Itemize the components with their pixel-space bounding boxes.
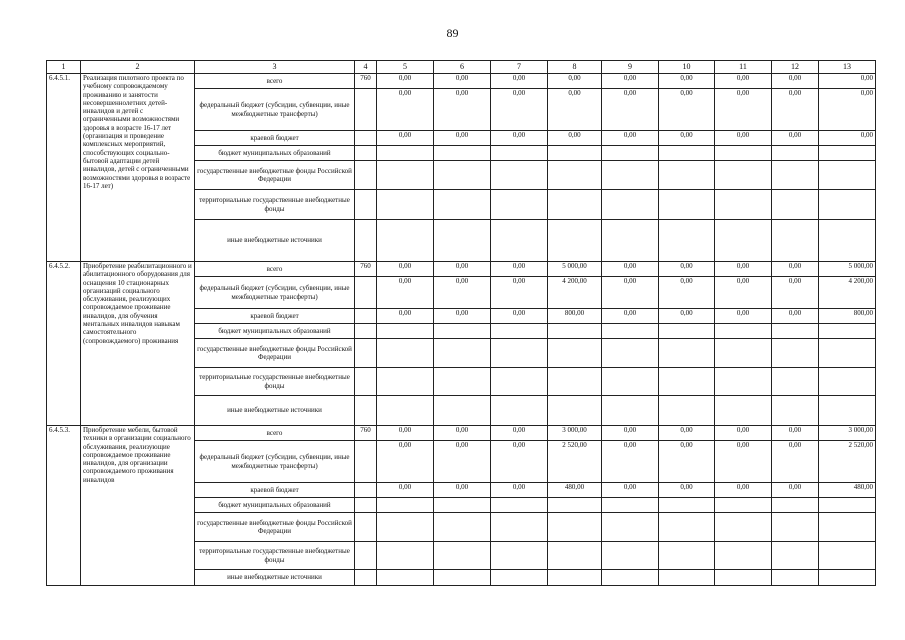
value-cell [819,190,876,220]
value-cell: 0,00 [434,483,491,498]
value-cell [434,190,491,220]
value-cell [548,220,602,262]
value-cell [548,396,602,426]
value-cell: 0,00 [491,441,548,483]
value-cell [491,324,548,339]
funding-source: всего [195,262,355,277]
value-cell: 480,00 [819,483,876,498]
value-cell: 0,00 [434,441,491,483]
value-cell [377,498,434,513]
value-cell [377,339,434,368]
value-cell: 0,00 [715,74,772,89]
value-cell: 0,00 [659,483,715,498]
value-cell: 800,00 [819,309,876,324]
value-cell: 0,00 [659,89,715,131]
value-cell [602,368,659,396]
value-cell: 0,00 [602,441,659,483]
value-cell [491,396,548,426]
header-cell: 10 [659,61,715,74]
value-cell: 0,00 [434,131,491,146]
value-cell: 0,00 [491,262,548,277]
value-cell: 0,00 [715,262,772,277]
funding-source: краевой бюджет [195,131,355,146]
value-cell [715,190,772,220]
col4-code [355,277,377,309]
col4-code [355,146,377,161]
header-cell: 2 [81,61,195,74]
value-cell: 0,00 [715,277,772,309]
value-cell: 0,00 [715,131,772,146]
item-code: 6.4.5.3. [47,426,81,586]
value-cell [772,513,819,542]
value-cell: 0,00 [434,74,491,89]
value-cell [715,498,772,513]
col4-code [355,483,377,498]
value-cell [491,570,548,586]
value-cell: 0,00 [377,89,434,131]
value-cell [772,396,819,426]
header-cell: 9 [602,61,659,74]
value-cell: 0,00 [434,277,491,309]
value-cell [491,542,548,570]
funding-source: бюджет муниципальных образований [195,498,355,513]
value-cell: 0,00 [715,309,772,324]
item-name: Приобретение мебели, бытовой техники в организации социального обслуживания, реализующие сопровождаемое проживание инвалидов, для организации сопровождаемого проживания инвалидов [81,426,195,586]
value-cell [602,513,659,542]
value-cell: 0,00 [377,309,434,324]
value-cell [377,542,434,570]
value-cell: 0,00 [772,131,819,146]
value-cell [377,324,434,339]
table-row [47,262,876,277]
value-cell: 0,00 [602,309,659,324]
funding-source: федеральный бюджет (субсидии, субвенции, иные межбюджетные трансферты) [195,441,355,483]
value-cell: 0,00 [602,89,659,131]
col4-code [355,309,377,324]
header-cell: 12 [772,61,819,74]
table-row [47,426,876,441]
funding-source: территориальные государственные внебюджетные фонды [195,542,355,570]
value-cell [434,542,491,570]
value-cell [659,542,715,570]
col4-code [355,324,377,339]
value-cell: 0,00 [548,131,602,146]
header-cell: 11 [715,61,772,74]
value-cell: 0,00 [772,483,819,498]
value-cell: 0,00 [715,426,772,441]
value-cell [819,368,876,396]
funding-source: федеральный бюджет (субсидии, субвенции, иные межбюджетные трансферты) [195,277,355,309]
value-cell [602,339,659,368]
value-cell [659,368,715,396]
funding-source: иные внебюджетные источники [195,220,355,262]
header-cell: 5 [377,61,434,74]
col4-code [355,220,377,262]
value-cell: 0,00 [377,426,434,441]
header-cell: 8 [548,61,602,74]
value-cell: 0,00 [434,262,491,277]
value-cell: 0,00 [434,89,491,131]
value-cell: 0,00 [548,74,602,89]
value-cell [548,513,602,542]
value-cell [548,542,602,570]
value-cell [491,190,548,220]
value-cell [659,146,715,161]
funding-source: всего [195,426,355,441]
value-cell [602,498,659,513]
value-cell [659,498,715,513]
value-cell [548,161,602,190]
col4-code [355,396,377,426]
value-cell [715,570,772,586]
funding-source: бюджет муниципальных образований [195,324,355,339]
value-cell [602,190,659,220]
value-cell [434,498,491,513]
col4-code [355,190,377,220]
value-cell [772,570,819,586]
value-cell [659,396,715,426]
col4-code [355,513,377,542]
value-cell: 5 000,00 [548,262,602,277]
value-cell [715,396,772,426]
value-cell [659,513,715,542]
value-cell [491,146,548,161]
value-cell [819,220,876,262]
value-cell [491,339,548,368]
col4-code [355,570,377,586]
value-cell: 0,00 [772,74,819,89]
value-cell: 0,00 [491,89,548,131]
value-cell [715,513,772,542]
value-cell [772,190,819,220]
funding-source: иные внебюджетные источники [195,396,355,426]
value-cell [491,161,548,190]
value-cell [434,146,491,161]
value-cell [602,542,659,570]
value-cell: 0,00 [819,131,876,146]
value-cell: 0,00 [659,441,715,483]
col4-code [355,368,377,396]
value-cell: 0,00 [377,483,434,498]
value-cell [377,570,434,586]
value-cell [434,220,491,262]
header-cell: 6 [434,61,491,74]
page-number: 89 [446,26,459,40]
value-cell [819,396,876,426]
value-cell [659,161,715,190]
value-cell [434,339,491,368]
item-name: Приобретение реабилитационного и абилитационного оборудования для оснащения 10 стационарных организаций социального обслуживания, реализующих сопровождаемое проживание инвалидов, для обучения ментальных инвалидов навыкам самостоятельного (сопровождаемого) проживания [81,262,195,426]
value-cell: 0,00 [772,277,819,309]
value-cell [548,498,602,513]
value-cell [602,570,659,586]
funding-source: краевой бюджет [195,483,355,498]
value-cell: 480,00 [548,483,602,498]
header-row [47,61,876,74]
value-cell: 0,00 [659,309,715,324]
value-cell [715,368,772,396]
value-cell: 0,00 [377,131,434,146]
value-cell: 0,00 [602,131,659,146]
value-cell: 0,00 [602,74,659,89]
value-cell: 0,00 [377,441,434,483]
value-cell: 5 000,00 [819,262,876,277]
value-cell [602,146,659,161]
value-cell [772,161,819,190]
value-cell [715,146,772,161]
value-cell [715,161,772,190]
value-cell: 0,00 [491,309,548,324]
value-cell [491,368,548,396]
funding-source: краевой бюджет [195,309,355,324]
value-cell [548,368,602,396]
value-cell [602,161,659,190]
value-cell [377,513,434,542]
header-cell: 1 [47,61,81,74]
header-cell: 3 [195,61,355,74]
value-cell [602,396,659,426]
value-cell: 0,00 [659,426,715,441]
value-cell: 0,00 [772,441,819,483]
header-cell: 7 [491,61,548,74]
value-cell [715,339,772,368]
value-cell: 0,00 [377,277,434,309]
value-cell: 0,00 [715,89,772,131]
funding-source: государственные внебюджетные фонды Российской Федерации [195,339,355,368]
value-cell [602,324,659,339]
value-cell [715,220,772,262]
col4-code: 760 [355,262,377,277]
value-cell: 0,00 [434,426,491,441]
funding-source: государственные внебюджетные фонды Российской Федерации [195,161,355,190]
value-cell [377,396,434,426]
value-cell [772,339,819,368]
value-cell: 0,00 [491,131,548,146]
value-cell [377,368,434,396]
value-cell [819,161,876,190]
value-cell: 0,00 [491,483,548,498]
value-cell [434,324,491,339]
value-cell [377,146,434,161]
col4-code: 760 [355,426,377,441]
value-cell: 4 200,00 [548,277,602,309]
value-cell: 0,00 [659,262,715,277]
funding-source: территориальные государственные внебюджетные фонды [195,190,355,220]
value-cell [772,368,819,396]
value-cell: 3 000,00 [548,426,602,441]
budget-table [46,60,876,586]
value-cell: 2 520,00 [819,441,876,483]
value-cell: 0,00 [434,309,491,324]
value-cell: 0,00 [602,426,659,441]
value-cell: 0,00 [491,277,548,309]
value-cell [659,570,715,586]
value-cell [377,161,434,190]
value-cell: 0,00 [819,89,876,131]
value-cell [659,339,715,368]
value-cell: 0,00 [491,426,548,441]
value-cell: 0,00 [659,74,715,89]
value-cell [548,324,602,339]
col4-code [355,339,377,368]
col4-code [355,498,377,513]
value-cell [434,570,491,586]
value-cell [548,190,602,220]
value-cell [377,220,434,262]
item-name: Реализация пилотного проекта по учебному сопровождаемому проживанию и занятости несовершеннолетних детей-инвалидов и детей с ограниченными возможностями здоровья в возрасте 16-17 лет (организация и проведение комплексных мероприятий, способствующих социально-бытовой адаптации детей инвалидов, детей с ограниченными возможностями здоровья в возрасте 16-17 лет) [81,74,195,262]
funding-source: федеральный бюджет (субсидии, субвенции, иные межбюджетные трансферты) [195,89,355,131]
value-cell: 0,00 [548,89,602,131]
value-cell [819,542,876,570]
funding-source: государственные внебюджетные фонды Российской Федерации [195,513,355,542]
value-cell [548,146,602,161]
value-cell [548,570,602,586]
value-cell: 0,00 [715,441,772,483]
value-cell: 0,00 [491,74,548,89]
value-cell [659,324,715,339]
value-cell: 2 520,00 [548,441,602,483]
value-cell [659,220,715,262]
value-cell: 0,00 [602,483,659,498]
value-cell [819,570,876,586]
value-cell: 0,00 [819,74,876,89]
value-cell [434,396,491,426]
value-cell [491,220,548,262]
value-cell: 0,00 [715,483,772,498]
value-cell: 0,00 [772,89,819,131]
value-cell: 4 200,00 [819,277,876,309]
col4-code [355,161,377,190]
value-cell [819,513,876,542]
value-cell [772,498,819,513]
value-cell [715,542,772,570]
header-cell: 13 [819,61,876,74]
value-cell [659,190,715,220]
value-cell: 0,00 [602,277,659,309]
value-cell [772,146,819,161]
value-cell [819,146,876,161]
value-cell: 800,00 [548,309,602,324]
value-cell [491,513,548,542]
value-cell [434,513,491,542]
value-cell: 0,00 [772,262,819,277]
value-cell [377,190,434,220]
value-cell: 0,00 [377,262,434,277]
value-cell: 0,00 [659,131,715,146]
value-cell: 3 000,00 [819,426,876,441]
value-cell: 0,00 [772,426,819,441]
value-cell [819,339,876,368]
item-code: 6.4.5.2. [47,262,81,426]
value-cell [491,498,548,513]
col4-code [355,131,377,146]
value-cell: 0,00 [377,74,434,89]
value-cell [602,220,659,262]
header-cell: 4 [355,61,377,74]
value-cell: 0,00 [772,309,819,324]
table-row [47,74,876,89]
value-cell [434,161,491,190]
value-cell [548,339,602,368]
value-cell [819,324,876,339]
funding-source: иные внебюджетные источники [195,570,355,586]
funding-source: всего [195,74,355,89]
value-cell [772,324,819,339]
value-cell: 0,00 [659,277,715,309]
value-cell [434,368,491,396]
value-cell [772,542,819,570]
value-cell [715,324,772,339]
col4-code [355,441,377,483]
funding-source: бюджет муниципальных образований [195,146,355,161]
col4-code: 760 [355,74,377,89]
value-cell [772,220,819,262]
funding-source: территориальные государственные внебюджетные фонды [195,368,355,396]
value-cell: 0,00 [602,262,659,277]
value-cell [819,498,876,513]
col4-code [355,542,377,570]
col4-code [355,89,377,131]
item-code: 6.4.5.1. [47,74,81,262]
